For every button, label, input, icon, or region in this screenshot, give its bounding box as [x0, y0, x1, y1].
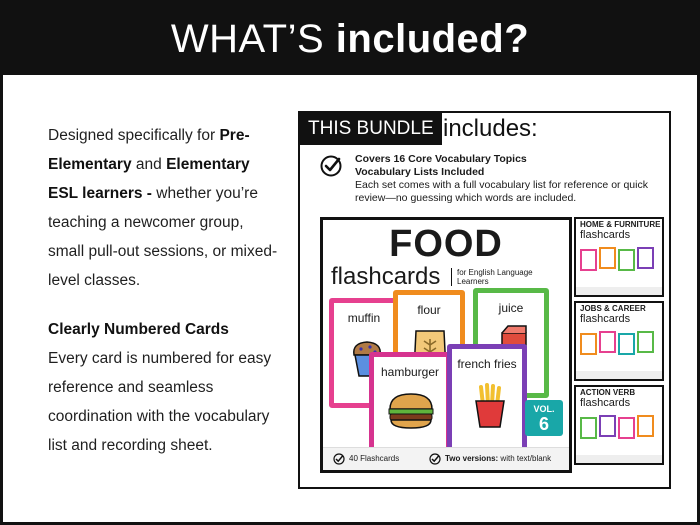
mini-title: HOME & FURNITURE: [580, 220, 661, 229]
flashcard-word: flour: [417, 303, 441, 317]
desc-text-3: whether you’re teaching a newcomer group, small pull-out sessions, or mixed-level classes.: [48, 185, 278, 289]
versions-bold: Two versions:: [445, 454, 499, 463]
flashcard-word: hamburger: [380, 365, 440, 379]
desc-text-2: and: [131, 156, 167, 173]
versions-rest: with text/blank: [498, 454, 552, 463]
bundle-includes: includes:: [443, 115, 538, 142]
check-circle-icon: [320, 155, 342, 177]
feature-text: [355, 153, 655, 205]
desc-bold-1: Pre-Elementary: [48, 127, 250, 173]
card-versions: [445, 448, 551, 470]
hamburger-icon: [386, 391, 436, 431]
mini-subtitle: flashcards: [580, 229, 631, 241]
header-banner: [3, 3, 697, 75]
feature-description: Each set comes with a full vocabulary list for reference or quick review—no guessing which words are included.: [355, 179, 648, 204]
volume-label: VOL.: [533, 404, 555, 414]
mini-subtitle: flashcards: [580, 313, 631, 325]
numbered-cards-section: [48, 315, 278, 460]
card-footer: [323, 447, 569, 470]
flashcard-word: french fries: [457, 357, 517, 371]
feature-item: [320, 153, 660, 211]
mini-cover-action-verb: [574, 385, 664, 465]
description-paragraph: [48, 121, 278, 295]
volume-number: 6: [538, 414, 549, 434]
mini-cover-home-furniture: [574, 217, 664, 297]
flashcard-word: juice: [498, 301, 524, 315]
card-title: FOOD: [389, 223, 503, 265]
check-circle-icon: [333, 453, 345, 465]
description-column: [48, 121, 278, 460]
bundle-panel: [298, 111, 671, 489]
food-flashcards-cover: [320, 217, 572, 473]
mini-cover-jobs-career: [574, 301, 664, 381]
check-circle-icon: [429, 453, 441, 465]
flashcard-word: muffin: [347, 311, 381, 325]
numbered-cards-title: Clearly Numbered Cards: [48, 321, 229, 338]
flashcard-french-fries: [447, 344, 527, 456]
flashcard-hamburger: [369, 352, 451, 460]
title-light: WHAT’S: [170, 17, 336, 61]
desc-text-1: Designed specifically for: [48, 127, 220, 144]
bundle-tag: THIS BUNDLE: [300, 113, 442, 145]
numbered-cards-text: Every card is numbered for easy reference and seamless coordination with the vocabulary list and recording sheet.: [48, 350, 272, 454]
mini-subtitle: flashcards: [580, 397, 631, 409]
volume-badge: [525, 400, 563, 436]
bundle-heading: [300, 113, 669, 145]
french-fries-icon: [472, 383, 508, 429]
card-note: for English Language Learners: [451, 268, 547, 286]
feature-line-1: Covers 16 Core Vocabulary Topics: [355, 153, 527, 165]
mini-title: JOBS & CAREER: [580, 304, 646, 313]
title-bold: included?: [335, 17, 530, 61]
feature-line-2: Vocabulary Lists Included: [355, 166, 485, 178]
card-count: 40 Flashcards: [349, 454, 400, 463]
card-subtitle: flashcards: [331, 263, 441, 290]
mini-title: ACTION VERB: [580, 388, 636, 397]
desc-bold-2: Elementary ESL learners -: [48, 156, 250, 202]
